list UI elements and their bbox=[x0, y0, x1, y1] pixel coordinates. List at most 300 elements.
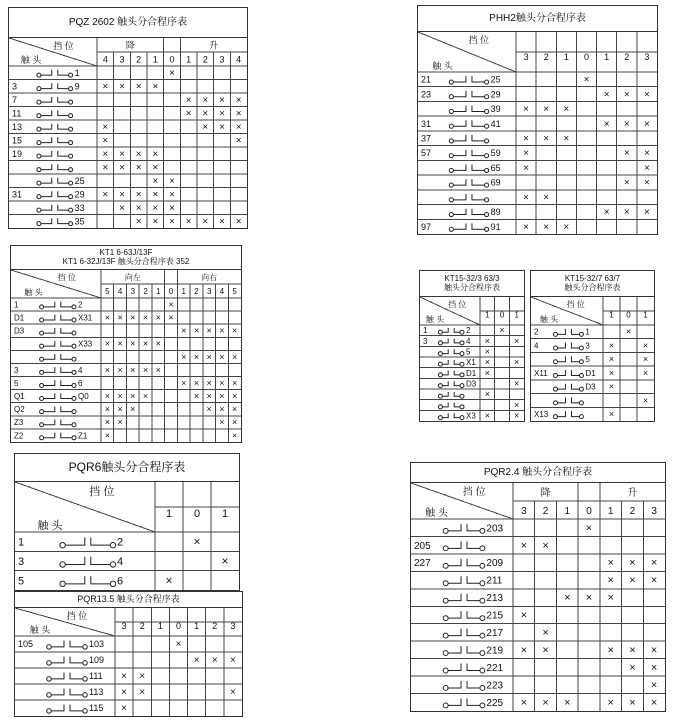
contact-symbol bbox=[438, 360, 464, 366]
position-4: 1 bbox=[604, 52, 610, 63]
closed-mark: × bbox=[232, 404, 238, 415]
contact-right-label: D3 bbox=[585, 382, 596, 392]
closed-mark: × bbox=[102, 135, 109, 147]
closed-mark: × bbox=[542, 644, 549, 657]
contact-right-label: 209 bbox=[486, 558, 504, 570]
contact-right-label: 69 bbox=[490, 177, 501, 188]
closed-mark: × bbox=[564, 696, 571, 709]
position-label: 挡 位 bbox=[566, 300, 585, 309]
position-6: 3 bbox=[230, 620, 236, 631]
contact-symbol bbox=[443, 576, 485, 585]
closed-mark: × bbox=[152, 189, 159, 201]
closed-mark: × bbox=[119, 148, 125, 160]
closed-mark: × bbox=[142, 312, 149, 323]
position-6: 3 bbox=[651, 505, 657, 517]
closed-mark: × bbox=[102, 189, 109, 201]
closed-mark: × bbox=[543, 133, 550, 145]
closed-mark: × bbox=[119, 162, 125, 174]
closed-mark: × bbox=[193, 391, 200, 402]
contact-right-label: 115 bbox=[89, 703, 104, 714]
closed-mark: × bbox=[185, 94, 192, 106]
switch-program-grid bbox=[411, 463, 665, 711]
contact-label: 触 头 bbox=[24, 288, 43, 297]
contact-symbol bbox=[438, 381, 464, 387]
closed-mark: × bbox=[608, 367, 615, 378]
position-1: 0 bbox=[499, 310, 505, 320]
contact-label: 触 头 bbox=[432, 61, 453, 71]
closed-mark: × bbox=[629, 644, 636, 657]
contact-symbol bbox=[449, 150, 488, 158]
position-1: 2 bbox=[139, 620, 145, 631]
contact-right-label: X31 bbox=[78, 313, 93, 323]
closed-mark: × bbox=[514, 410, 520, 421]
closed-mark: × bbox=[152, 81, 159, 93]
position-3: 1 bbox=[152, 54, 158, 65]
contact-symbol bbox=[37, 191, 73, 198]
closed-mark: × bbox=[232, 430, 238, 441]
closed-mark: × bbox=[607, 557, 614, 570]
contact-symbol bbox=[40, 393, 76, 400]
closed-mark: × bbox=[193, 655, 200, 667]
position-label: 挡 位 bbox=[462, 487, 486, 498]
contact-left-label: 19 bbox=[12, 148, 23, 159]
closed-mark: × bbox=[644, 207, 650, 219]
position-label: 挡 位 bbox=[448, 300, 467, 309]
contact-right-label: 59 bbox=[490, 148, 501, 159]
contact-symbol bbox=[449, 179, 488, 187]
closed-mark: × bbox=[642, 340, 649, 351]
contact-symbol bbox=[449, 91, 488, 99]
position-2: 2 bbox=[136, 54, 142, 65]
contact-right-label: 35 bbox=[74, 216, 85, 227]
closed-mark: × bbox=[232, 377, 238, 388]
closed-mark: × bbox=[202, 121, 209, 133]
closed-mark: × bbox=[623, 148, 630, 160]
contact-symbol bbox=[37, 151, 73, 158]
contact-right-label: 211 bbox=[486, 575, 503, 587]
contact-right-label: 5 bbox=[466, 347, 471, 357]
contact-right-label: 9 bbox=[74, 81, 80, 92]
contact-symbol bbox=[449, 106, 488, 114]
contact-left-label: 1 bbox=[423, 326, 428, 336]
position-4: 1 bbox=[607, 505, 614, 517]
contact-right-label: 4 bbox=[466, 336, 471, 346]
closed-mark: × bbox=[607, 696, 614, 709]
closed-mark: × bbox=[155, 364, 161, 375]
contact-right-label: 1 bbox=[74, 67, 80, 78]
table-pqz-2602 bbox=[8, 7, 248, 229]
contact-symbol bbox=[438, 403, 464, 409]
closed-mark: × bbox=[102, 162, 109, 174]
contact-symbol bbox=[40, 433, 76, 440]
position-1: 2 bbox=[543, 52, 549, 63]
closed-mark: × bbox=[543, 221, 550, 233]
closed-mark: × bbox=[102, 81, 109, 93]
contact-right-label: 103 bbox=[89, 639, 105, 650]
contact-symbol bbox=[438, 413, 464, 419]
closed-mark: × bbox=[642, 367, 649, 378]
contact-symbol bbox=[553, 384, 583, 391]
contact-symbol bbox=[449, 223, 488, 231]
closed-mark: × bbox=[230, 655, 236, 667]
contact-symbol bbox=[37, 83, 73, 90]
closed-mark: × bbox=[104, 404, 110, 415]
closed-mark: × bbox=[219, 216, 225, 228]
contact-left-label: 23 bbox=[421, 89, 432, 100]
closed-mark: × bbox=[202, 108, 209, 120]
contact-symbol bbox=[449, 194, 488, 202]
contact-label: 触 头 bbox=[425, 508, 448, 519]
closed-mark: × bbox=[121, 671, 127, 683]
closed-mark: × bbox=[152, 216, 159, 228]
closed-mark: × bbox=[650, 574, 658, 587]
contact-label: 触 头 bbox=[20, 55, 42, 65]
contact-right-label: 217 bbox=[486, 628, 504, 640]
closed-mark: × bbox=[121, 703, 127, 715]
closed-mark: × bbox=[130, 312, 136, 323]
closed-mark: × bbox=[523, 162, 529, 174]
closed-mark: × bbox=[642, 354, 649, 365]
closed-mark: × bbox=[206, 325, 212, 336]
contact-left-label: 5 bbox=[18, 575, 25, 588]
closed-mark: × bbox=[135, 216, 142, 228]
contact-symbol bbox=[37, 164, 73, 171]
closed-mark: × bbox=[523, 192, 529, 204]
closed-mark: × bbox=[232, 417, 238, 428]
closed-mark: × bbox=[104, 338, 110, 349]
group-label: 降 bbox=[540, 487, 551, 499]
position-label: 挡 位 bbox=[57, 273, 76, 282]
closed-mark: × bbox=[142, 364, 149, 375]
closed-mark: × bbox=[193, 377, 200, 388]
contact-symbol bbox=[553, 356, 583, 363]
position-0: 3 bbox=[121, 620, 127, 631]
contact-symbol bbox=[37, 110, 73, 117]
closed-mark: × bbox=[629, 661, 636, 674]
contact-symbol bbox=[47, 704, 87, 713]
closed-mark: × bbox=[230, 687, 236, 699]
position-1: 2 bbox=[542, 505, 549, 517]
contact-symbol bbox=[449, 164, 488, 172]
table-title-line: KT1 6-32J/13F 触头分合程序表 352 bbox=[62, 256, 190, 266]
contact-left-label: 11 bbox=[12, 108, 22, 119]
closed-mark: × bbox=[219, 391, 225, 402]
contact-right-label: 2 bbox=[466, 326, 471, 336]
closed-mark: × bbox=[168, 312, 174, 323]
closed-mark: × bbox=[165, 573, 173, 588]
position-10: 5 bbox=[232, 287, 237, 297]
contact-symbol bbox=[443, 524, 485, 533]
closed-mark: × bbox=[130, 338, 136, 349]
contact-left-label: 2 bbox=[534, 327, 539, 337]
contact-left-label: 37 bbox=[421, 133, 432, 144]
closed-mark: × bbox=[185, 108, 192, 120]
closed-mark: × bbox=[629, 574, 636, 587]
closed-mark: × bbox=[650, 679, 658, 692]
closed-mark: × bbox=[219, 417, 225, 428]
contact-symbol bbox=[40, 367, 76, 374]
closed-mark: × bbox=[168, 299, 174, 310]
group-label: 向右 bbox=[201, 273, 218, 283]
table-kt1-6-63j bbox=[10, 245, 242, 443]
closed-mark: × bbox=[623, 118, 630, 130]
contact-symbol bbox=[37, 70, 73, 77]
contact-right-label: 91 bbox=[490, 221, 501, 232]
closed-mark: × bbox=[219, 377, 225, 388]
position-0: 3 bbox=[521, 505, 527, 517]
contact-symbol bbox=[438, 349, 464, 355]
contact-left-label: 13 bbox=[12, 121, 23, 132]
closed-mark: × bbox=[520, 644, 528, 657]
closed-mark: × bbox=[135, 148, 142, 160]
table-title-line: KT15-32/3 63/3 bbox=[444, 273, 500, 283]
closed-mark: × bbox=[514, 378, 520, 389]
closed-mark: × bbox=[117, 391, 123, 402]
position-0: 1 bbox=[485, 310, 490, 320]
closed-mark: × bbox=[104, 364, 110, 375]
position-3: 0 bbox=[583, 52, 590, 63]
position-5: 2 bbox=[629, 505, 636, 517]
position-9: 4 bbox=[219, 287, 225, 297]
position-5: 0 bbox=[168, 287, 174, 297]
contact-right-label: Q0 bbox=[78, 392, 89, 402]
contact-left-label: 57 bbox=[421, 148, 432, 159]
closed-mark: × bbox=[142, 338, 149, 349]
closed-mark: × bbox=[219, 325, 225, 336]
contact-right-label: 109 bbox=[89, 655, 105, 666]
closed-mark: × bbox=[235, 94, 242, 106]
contact-symbol bbox=[438, 339, 464, 345]
position-0: 1 bbox=[165, 508, 173, 521]
closed-mark: × bbox=[520, 696, 528, 709]
closed-mark: × bbox=[235, 216, 242, 228]
contact-symbol bbox=[553, 343, 583, 350]
contact-symbol bbox=[438, 392, 464, 398]
closed-mark: × bbox=[607, 644, 614, 657]
closed-mark: × bbox=[219, 108, 225, 120]
closed-mark: × bbox=[152, 148, 159, 160]
closed-mark: × bbox=[104, 312, 110, 323]
contact-right-label: 4 bbox=[78, 365, 83, 375]
contact-symbol bbox=[443, 664, 485, 673]
closed-mark: × bbox=[219, 121, 225, 133]
closed-mark: × bbox=[181, 325, 187, 336]
closed-mark: × bbox=[135, 202, 142, 214]
position-5: 1 bbox=[186, 54, 192, 65]
closed-mark: × bbox=[523, 133, 529, 145]
closed-mark: × bbox=[563, 221, 570, 233]
closed-mark: × bbox=[202, 216, 209, 228]
contact-left-label: Q2 bbox=[14, 405, 25, 415]
contact-symbol bbox=[449, 76, 488, 84]
table-pqr6 bbox=[14, 453, 240, 591]
contact-left-label: 3 bbox=[423, 336, 428, 346]
contact-symbol bbox=[40, 315, 76, 322]
closed-mark: × bbox=[152, 162, 159, 174]
closed-mark: × bbox=[523, 221, 529, 233]
position-label: 挡 位 bbox=[468, 35, 490, 45]
closed-mark: × bbox=[603, 89, 610, 101]
position-8: 3 bbox=[206, 287, 212, 297]
switch-program-grid bbox=[9, 8, 247, 228]
closed-mark: × bbox=[219, 94, 225, 106]
closed-mark: × bbox=[135, 162, 142, 174]
switch-program-grid bbox=[15, 592, 242, 716]
contact-left-label: 15 bbox=[12, 135, 23, 146]
contact-left-label: 1 bbox=[18, 536, 25, 549]
closed-mark: × bbox=[563, 104, 570, 116]
closed-mark: × bbox=[523, 148, 529, 160]
closed-mark: × bbox=[169, 216, 175, 228]
closed-mark: × bbox=[206, 351, 212, 362]
closed-mark: × bbox=[155, 312, 161, 323]
closed-mark: × bbox=[211, 655, 218, 667]
switch-program-grid bbox=[420, 271, 524, 421]
position-2: 1 bbox=[563, 52, 569, 63]
closed-mark: × bbox=[139, 687, 146, 699]
table-kt15-32-7 bbox=[530, 270, 655, 422]
contact-left-label: 4 bbox=[534, 341, 539, 351]
position-0: 4 bbox=[102, 54, 108, 65]
closed-mark: × bbox=[117, 338, 123, 349]
contact-symbol bbox=[37, 97, 73, 104]
contact-symbol bbox=[47, 656, 87, 665]
closed-mark: × bbox=[608, 409, 615, 420]
closed-mark: × bbox=[644, 148, 650, 160]
closed-mark: × bbox=[607, 592, 614, 605]
closed-mark: × bbox=[650, 661, 658, 674]
contact-right-label: 215 bbox=[486, 610, 504, 622]
closed-mark: × bbox=[585, 592, 593, 605]
closed-mark: × bbox=[139, 671, 146, 683]
contact-right-label: 219 bbox=[486, 645, 504, 657]
contact-symbol bbox=[37, 205, 73, 212]
contact-right-label: 225 bbox=[486, 697, 504, 709]
contact-right-label: 113 bbox=[89, 687, 104, 698]
closed-mark: × bbox=[206, 391, 212, 402]
position-2: 1 bbox=[157, 620, 163, 631]
contact-symbol bbox=[438, 328, 464, 334]
contact-symbol bbox=[443, 611, 485, 620]
contact-symbol bbox=[443, 559, 485, 568]
table-title-line: KT1 6-63J/13F bbox=[99, 247, 153, 257]
closed-mark: × bbox=[484, 357, 490, 368]
contact-symbol bbox=[553, 397, 583, 404]
closed-mark: × bbox=[219, 404, 225, 415]
contact-symbol bbox=[443, 681, 485, 690]
contact-left-label: Z3 bbox=[14, 418, 24, 428]
position-4: 0 bbox=[169, 54, 175, 65]
contact-left-label: 3 bbox=[18, 555, 25, 568]
closed-mark: × bbox=[221, 553, 229, 568]
position-2: 1 bbox=[643, 310, 648, 320]
contact-left-label: 7 bbox=[12, 94, 18, 105]
table-pqr13-5 bbox=[14, 591, 243, 717]
contact-symbol bbox=[40, 406, 76, 413]
closed-mark: × bbox=[119, 202, 125, 214]
contact-right-label: 25 bbox=[490, 74, 501, 85]
closed-mark: × bbox=[644, 89, 650, 101]
table-title-line: 触头分合程序表 bbox=[564, 282, 621, 292]
contact-left-label: 227 bbox=[414, 558, 431, 570]
contact-left-label: X11 bbox=[534, 368, 548, 378]
contact-right-label: D3 bbox=[466, 379, 477, 389]
closed-mark: × bbox=[520, 609, 528, 622]
closed-mark: × bbox=[650, 696, 658, 709]
closed-mark: × bbox=[169, 175, 175, 187]
contact-label: 触 头 bbox=[37, 520, 63, 532]
table-title-line: KT15-32/7 63/7 bbox=[564, 273, 621, 283]
contact-symbol bbox=[449, 120, 488, 128]
contact-symbol bbox=[443, 541, 485, 550]
closed-mark: × bbox=[130, 391, 136, 402]
contact-symbol bbox=[443, 698, 485, 707]
contact-label: 触 头 bbox=[29, 625, 51, 635]
closed-mark: × bbox=[484, 410, 490, 421]
group-label: 升 bbox=[209, 40, 219, 51]
table-phh2 bbox=[417, 5, 658, 235]
table-title-line: PQZ 2602 触头分合程序表 bbox=[68, 17, 188, 28]
position-4: 1 bbox=[194, 620, 200, 631]
table-title-line: 触头分合程序表 bbox=[444, 282, 500, 292]
contact-left-label: 97 bbox=[421, 221, 432, 232]
position-3: 0 bbox=[175, 620, 182, 631]
closed-mark: × bbox=[104, 417, 110, 428]
closed-mark: × bbox=[563, 133, 570, 145]
closed-mark: × bbox=[625, 326, 632, 337]
position-6: 1 bbox=[181, 287, 186, 297]
position-2: 3 bbox=[130, 287, 136, 297]
closed-mark: × bbox=[206, 404, 212, 415]
closed-mark: × bbox=[102, 121, 109, 133]
contact-symbol bbox=[40, 302, 76, 309]
contact-symbol bbox=[40, 419, 76, 426]
closed-mark: × bbox=[499, 325, 505, 336]
position-label: 挡 位 bbox=[89, 486, 115, 498]
position-1: 4 bbox=[117, 287, 123, 297]
contact-right-label: 1 bbox=[585, 327, 590, 337]
closed-mark: × bbox=[642, 395, 649, 406]
closed-mark: × bbox=[135, 81, 142, 93]
closed-mark: × bbox=[135, 189, 142, 201]
closed-mark: × bbox=[484, 335, 490, 346]
contact-left-label: 21 bbox=[421, 74, 432, 85]
closed-mark: × bbox=[484, 346, 490, 357]
closed-mark: × bbox=[117, 417, 123, 428]
closed-mark: × bbox=[152, 202, 159, 214]
position-7: 3 bbox=[219, 54, 225, 65]
closed-mark: × bbox=[185, 216, 192, 228]
table-title-line: PQR13.5 触头分合程序表 bbox=[77, 593, 180, 604]
closed-mark: × bbox=[644, 177, 650, 189]
contact-symbol bbox=[449, 135, 488, 143]
closed-mark: × bbox=[169, 67, 175, 79]
contact-right-label: 111 bbox=[89, 671, 103, 682]
contact-right-label: D1 bbox=[585, 368, 596, 378]
closed-mark: × bbox=[130, 404, 136, 415]
contact-symbol bbox=[40, 341, 76, 348]
closed-mark: × bbox=[119, 81, 125, 93]
closed-mark: × bbox=[235, 121, 242, 133]
closed-mark: × bbox=[629, 696, 636, 709]
contact-right-label: 213 bbox=[486, 593, 504, 605]
position-3: 2 bbox=[143, 287, 148, 297]
position-1: 3 bbox=[119, 54, 125, 65]
contact-right-label: 223 bbox=[486, 680, 504, 692]
contact-left-label: 31 bbox=[421, 118, 432, 129]
contact-symbol bbox=[60, 557, 116, 567]
contact-left-label: Z2 bbox=[14, 431, 24, 441]
